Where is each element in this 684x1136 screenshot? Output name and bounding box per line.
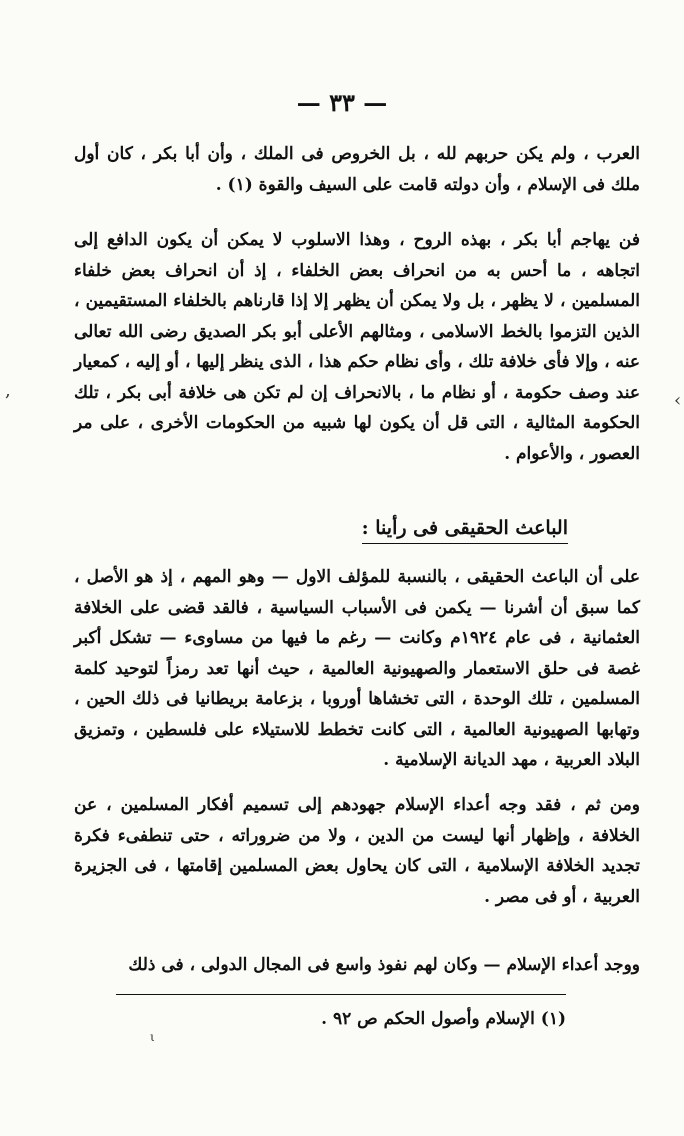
paragraph: ومن ثم ، فقد وجه أعداء الإسلام جهودهم إلى تسميم أفكار المسلمين ، عن الخلافة ، وإظهار أنها ليست من الدين ، ولا من ضروراته ، حتى تنطفىء فكرة تجديد الخلافة الإسلامية ، التى كان يحاول بعض المسلمين إقامتها ، فى الجزيرة العربية ، أو فى مصر . xyxy=(74,795,640,907)
paragraph: العرب ، ولم يكن حربهم لله ، بل الخروص فى الملك ، وأن أبا بكر ، كان أول ملك فى الإسلام ، وأن دولته قامت على السيف والقوة (١) . xyxy=(74,144,641,195)
scan-mark: ι xyxy=(150,1030,155,1044)
scan-mark: › xyxy=(674,390,682,411)
page-number: — ٣٣ — xyxy=(296,88,388,117)
scan-mark: , xyxy=(5,380,11,401)
paragraph: على أن الباعث الحقيقى ، بالنسبة للمؤلف الاول — وهو المهم ، إذ هو الأصل ، كما سبق أن أشرنا — يكمن فى الأسباب السياسية ، فالقد قضى على الخلافة العثمانية ، فى عام ١٩٢٤م وكانت — رغم ما فيها من مساوىء — تشكل أكبر غصة فى حلق الاستعمار والصهيونية العالمية ، حيث أنها تعد رمزاً لتوحيد كلمة المسلمين ، تلك الوحدة ، التى تخشاها أوروبا ، بزعامة بريطانيا فى ذلك الحين ، وتهابها الصهيونية العالمية ، التى كانت تخطط للاستيلاء على فلسطين ، وتمزيق البلاد العربية ، مهد الديانة الإسلامية . xyxy=(74,567,640,770)
paragraph: فن يهاجم أبا بكر ، بهذه الروح ، وهذا الاسلوب لا يمكن أن يكون الدافع إلى اتجاهه ، ما أحس به من انحراف بعض الخلفاء ، إذ أن انحراف بعض خلفاء المسلمين ، لا يظهر ، بل ولا يمكن أن يظهر إلا إذا قارناهم بالخلفاء المستقيمين ، الذين التزموا بالخط الاسلامى ، ومثالهم الأعلى أبو بكر الصديق رضى الله تعالى عنه ، وإلا فأى خلافة تلك ، وأى نظام حكم هذا ، الذى ينظر إليها ، أو إليه ، كمعيار عند وصف حكومة ، أو نظام ما ، بالانحراف إن لم تكن هى خلافة أبى بكر ، تلك الحكومة المثالية ، التى قل أن يكون لها شبيه من الحكومات الأخرى ، على مر العصور ، والأعوام . xyxy=(74,230,640,464)
paragraph: ووجد أعداء الإسلام — وكان لهم نفوذ واسع فى المجال الدولى ، فى ذلك xyxy=(128,955,640,975)
footnote: (١) الإسلام وأصول الحكم ص ٩٢ . xyxy=(321,1009,566,1029)
footnote-divider xyxy=(116,994,566,995)
section-heading: الباعث الحقيقى فى رأينا : xyxy=(362,517,568,544)
